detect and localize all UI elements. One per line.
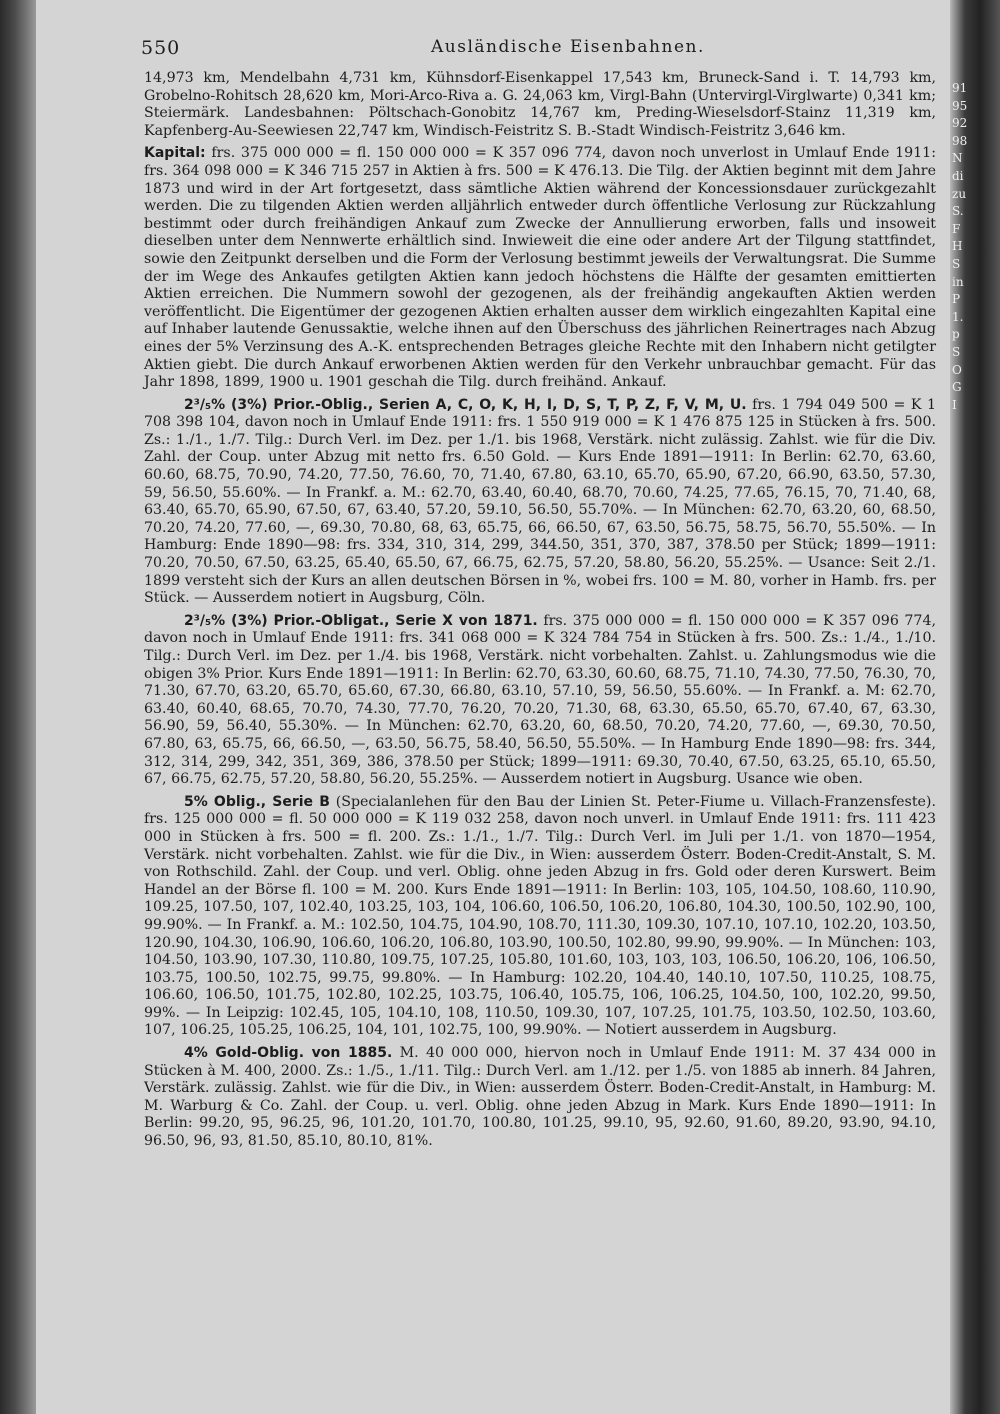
book-binding-left [0, 0, 36, 1414]
page-body [144, 70, 936, 1156]
serie-x-paragraph [144, 613, 936, 789]
edge-mark: P [952, 292, 961, 307]
serie-b-heading: 5% Oblig., Serie B [184, 793, 330, 810]
page-header [141, 37, 941, 61]
edge-mark: di [952, 168, 964, 183]
edge-mark: S [952, 256, 961, 271]
serie-x-heading: 2³/₅% (3%) Prior.-Obligat., Serie X von 1871. [184, 612, 538, 629]
edge-mark: S [952, 344, 961, 359]
gold-oblig-text: M. 40 000 000, hiervon noch in Umlauf Ende 1911: M. 37 434 000 in Stücken à M. 400, 2000. Zs.: 1./5., 1./11. Tilg.: Durch Verl. am 1./12. per 1./5. von 1885 ab innerh. 84 Jahren, Verstärk. zulässig. Zahlst. wie für die Div., in Wien: ausserdem Österr. Boden-Credit-Anstalt, in Hamburg: M. M. Warburg & Co. Zahl. der Coup. u. verl. Oblig. ohne jeden Abzug in Mark. Kurs Ende 1890—1911: In Berlin: 99.20, 95, 96.25, 96, 101.20, 101.70, 100.80, 101.25, 99.10, 95, 92.60, 91.60, 89.20, 93.90, 94.10, 96.50, 96, 93, 81.50, 85.10, 80.10, 81%. [144, 1045, 936, 1150]
edge-mark: H [952, 239, 963, 254]
gold-oblig-heading: 4% Gold-Oblig. von 1885. [184, 1045, 393, 1062]
edge-mark: 98 [952, 133, 968, 148]
edge-mark: p [952, 327, 960, 342]
serie-x-text: frs. 375 000 000 = fl. 150 000 000 = K 357 096 774, davon noch in Umlauf Ende 1911: frs. 341 068 000 = K 324 784 754 in Stücken à frs. 500. Zs.: 1./4., 1./10. Tilg.: Durch Verl. im Dez. per 1./4. bis 1968, Verstärk. nicht vorbehalten. Zahlst. u. Zahlungsmodus wie die obigen 3% Prior. Kurs Ende 1891—1911: In Berlin: 62.70, 63.30, 60.60, 68.75, 71.10, 74.30, 77.50, 76.30, 70, 71.30, 67.70, 63.20, 65.70, 65.60, 67.30, 66.80, 63.10, 57.10, 59, 56.50, 55.60%. — In Frankf. a. M: 62.70, 63.40, 60.40, 68.65, 70.70, 74.30, 77.70, 76.20, 70.20, 71.30, 68, 63.30, 65.50, 65.70, 67.40, 67, 63.30, 56.90, 59, 56.40, 55.30%. — In München: 62.70, 63.20, 60, 68.50, 70.20, 74.20, 77.60, —, 69.30, 70.50, 67.80, 63, 65.75, 66, 66.50, —, 63.50, 56.75, 58.40, 56.50, 55.50%. — In Hamburg Ende 1890—98: frs. 344, 312, 314, 299, 342, 351, 369, 386, 378.50 per Stück; 1899—1911: 69.30, 70.40, 67.50, 63.25, 65.10, 65.50, 67, 66.75, 62.75, 57.20, 58.80, 56.20, 55.25%. — Ausserdem notiert in Augsburg. Usance wie oben. [144, 612, 936, 788]
edge-mark: G [952, 380, 962, 395]
prior-oblig-text: frs. 1 794 049 500 = K 1 708 398 104, davon noch in Umlauf Ende 1911: frs. 1 550 919 000 = K 1 476 875 125 in Stücken à frs. 500. Zs.: 1./1., 1./7. Tilg.: Durch Verl. im Dez. per 1./1. bis 1968, Verstärk. nicht zulässig. Zahlst. wie für die Div. Zahl. der Coup. unter Abzug mit netto frs. 6.50 Gold. — Kurs Ende 1891—1911: In Berlin: 62.70, 63.60, 60.60, 68.75, 70.90, 74.20, 77.50, 76.60, 70, 71.40, 67.80, 63.10, 65.70, 65.90, 67.20, 66.90, 63.50, 57.30, 59, 56.50, 55.60%. — In Frankf. a. M.: 62.70, 63.40, 60.40, 68.70, 70.60, 74.25, 77.65, 76.15, 70, 71.40, 68, 63.40, 65.70, 65.90, 67.50, 67, 63.40, 57.20, 59.10, 56.50, 55.70%. — In München: 62.70, 63.20, 60, 68.50, 70.20, 74.20, 77.60, —, 69.30, 70.80, 68, 63, 65.75, 66, 66.50, 67, 63.50, 56.75, 58.75, 56.70, 55.50%. — In Hamburg: Ende 1890—98: frs. 334, 310, 314, 299, 344.50, 351, 370, 387, 378.50 per Stück; 1899—1911: 70.20, 70.50, 67.50, 63.25, 65.40, 65.50, 67, 66.75, 62.75, 57.20, 58.80, 56.20, 55.25%. — Usance: Seit 2./1. 1899 versteht sich der Kurs an allen deutschen Börsen in %, wobei frs. 100 = M. 80, vorher in Hamb. frs. per Stück. — Ausserdem notiert in Augsburg, Cöln. [144, 396, 936, 607]
running-title: Ausländische Eisenbahnen. [431, 37, 705, 57]
edge-mark: 91 [952, 81, 968, 95]
kapital-text: frs. 375 000 000 = fl. 150 000 000 = K 357 096 774, davon noch unverlost in Umlauf Ende 1911: frs. 364 098 000 = K 346 715 257 in Aktien à frs. 500 = K 476.13. Die Tilg. der Aktien beginnt mit dem Jahre 1873 und wird in der Art fortgesetzt, dass sämtliche Aktien während der Koncessionsdauer zurückgezahlt werden. Die zu tilgenden Aktien werden alljährlich entweder durch öffentliche Verlosung zur Rückzahlung bestimmt oder durch freihändigen Ankauf zum Zwecke der Annullierung erworben, falls und insoweit dieselben unter dem Nennwerte erhältlich sind. Inwieweit die eine oder andere Art der Tilgung stattfindet, sowie den Zeitpunkt derselben und die Form der Verlosung bestimmt jeweils der Verwaltungsrat. Die Summe der im Wege des Ankaufes getilgten Aktien kann jedoch höchstens die Hälfte der gesamten emittierten Aktien erreichen. Die Nummern sowohl der gezogenen, als der freihändig angekauften Aktien werden veröffentlicht. Die Eigentümer der gezogenen Aktien erhalten ausser dem wirklich eingezahlten Kapital eine auf Inhaber lautende Genussaktie, welche ihnen auf den Überschuss des jährlichen Reinertrages nach Abzug eines der 5% Verzinsung des A.-K. entsprechenden Betrages gleiche Rechte mit den Inhabern nicht getilgter Aktien giebt. Die durch Ankauf erworbenen Aktien werden für den Verkehr unbrauchbar gemacht. Für das Jahr 1898, 1899, 1900 u. 1901 geschah die Tilg. durch freihänd. Ankauf. [144, 145, 936, 391]
edge-mark: 92 [952, 116, 968, 131]
kapital-heading: Kapital: [144, 145, 206, 162]
railway-lines-text: 14,973 km, Mendelbahn 4,731 km, Kühnsdorf-Eisenkappel 17,543 km, Bruneck-Sand i. T. 14,793 km, Grobelno-Rohitsch 28,620 km, Mori-Arco-Riva a. G. 24,063 km, Virgl-Bahn (Untervirgl-Virglwarte) 0,341 km; Steiermärk. Landesbahnen: Pöltschach-Gonobitz 14,767 km, Preding-Wieselsdorf-Stainz 11,319 km, Kapfenberg-Au-Seewiesen 22,747 km, Windisch-Feistritz S. B.-Stadt Windisch-Feistritz 3,646 km. [144, 70, 936, 139]
serie-b-text: (Specialanlehen für den Bau der Linien St. Peter-Fiume u. Villach-Franzensfeste). frs. 125 000 000 = fl. 50 000 000 = K 119 032 258, davon noch unverl. in Umlauf Ende 1911: frs. 111 423 000 in Stücken à frs. 500 = fl. 200. Zs.: 1./1., 1./7. Tilg.: Durch Verl. im Juli per 1./1. von 1870—1954, Verstärk. nicht vorbehalten. Zahlst. wie für die Div., in Wien: ausserdem Österr. Boden-Credit-Anstalt, S. M. von Rothschild. Zahl. der Coup. und verl. Oblig. ohne jeden Abzug in frs. Gold oder deren Kurswert. Beim Handel an der Börse fl. 100 = M. 200. Kurs Ende 1891—1911: In Berlin: 103, 105, 104.50, 108.60, 110.90, 109.25, 107.50, 107, 102.40, 103.25, 103, 104, 106.60, 106.50, 106.20, 106.80, 104.30, 100.50, 102.90, 100, 99.90%. — In Frankf. a. M.: 102.50, 104.75, 104.90, 108.70, 111.30, 109.30, 107.10, 107.10, 102.20, 103.50, 120.90, 104.30, 106.90, 106.60, 106.20, 106.80, 103.90, 100.50, 102.80, 99.90, 99.90%. — In München: 103, 104.50, 103.90, 107.30, 110.80, 109.75, 107.25, 105.80, 101.60, 103, 103, 103, 106.50, 106.20, 106, 106.50, 103.75, 100.50, 102.75, 99.75, 99.80%. — In Hamburg: 102.20, 104.40, 140.10, 107.50, 110.25, 108.75, 106.60, 106.50, 101.75, 102.80, 102.25, 103.75, 106.40, 105.75, 106, 106.25, 104.50, 100, 102.20, 99.50, 99%. — In Leipzig: 102.45, 105, 104.10, 108, 110.50, 109.30, 107, 107.25, 101.75, 103.50, 102.50, 103.60, 107, 106.25, 105.25, 106.25, 104, 101, 102.75, 100, 99.90%. — Notiert ausserdem in Augsburg. [144, 793, 936, 1039]
edge-mark: F [952, 221, 961, 236]
kapital-paragraph [144, 145, 936, 391]
edge-mark: 1. [952, 309, 964, 324]
railway-lines-paragraph [144, 70, 936, 140]
edge-mark: zu [952, 186, 967, 201]
prior-oblig-paragraph [144, 397, 936, 608]
prior-oblig-heading: 2³/₅% (3%) Prior.-Oblig., Serien A, C, O, K, H, I, D, S, T, P, Z, F, V, M, U. [184, 396, 747, 413]
book-page [36, 0, 950, 1414]
facing-page-edge-text [952, 80, 1000, 414]
edge-mark: N [952, 151, 963, 166]
edge-mark: I [952, 397, 957, 412]
gold-oblig-paragraph [144, 1045, 936, 1151]
page-number: 550 [141, 37, 181, 59]
edge-mark: in [952, 274, 964, 289]
edge-mark: O [952, 362, 962, 377]
edge-mark: 95 [952, 98, 968, 113]
serie-b-paragraph [144, 794, 936, 1040]
edge-mark: S. [952, 204, 964, 219]
